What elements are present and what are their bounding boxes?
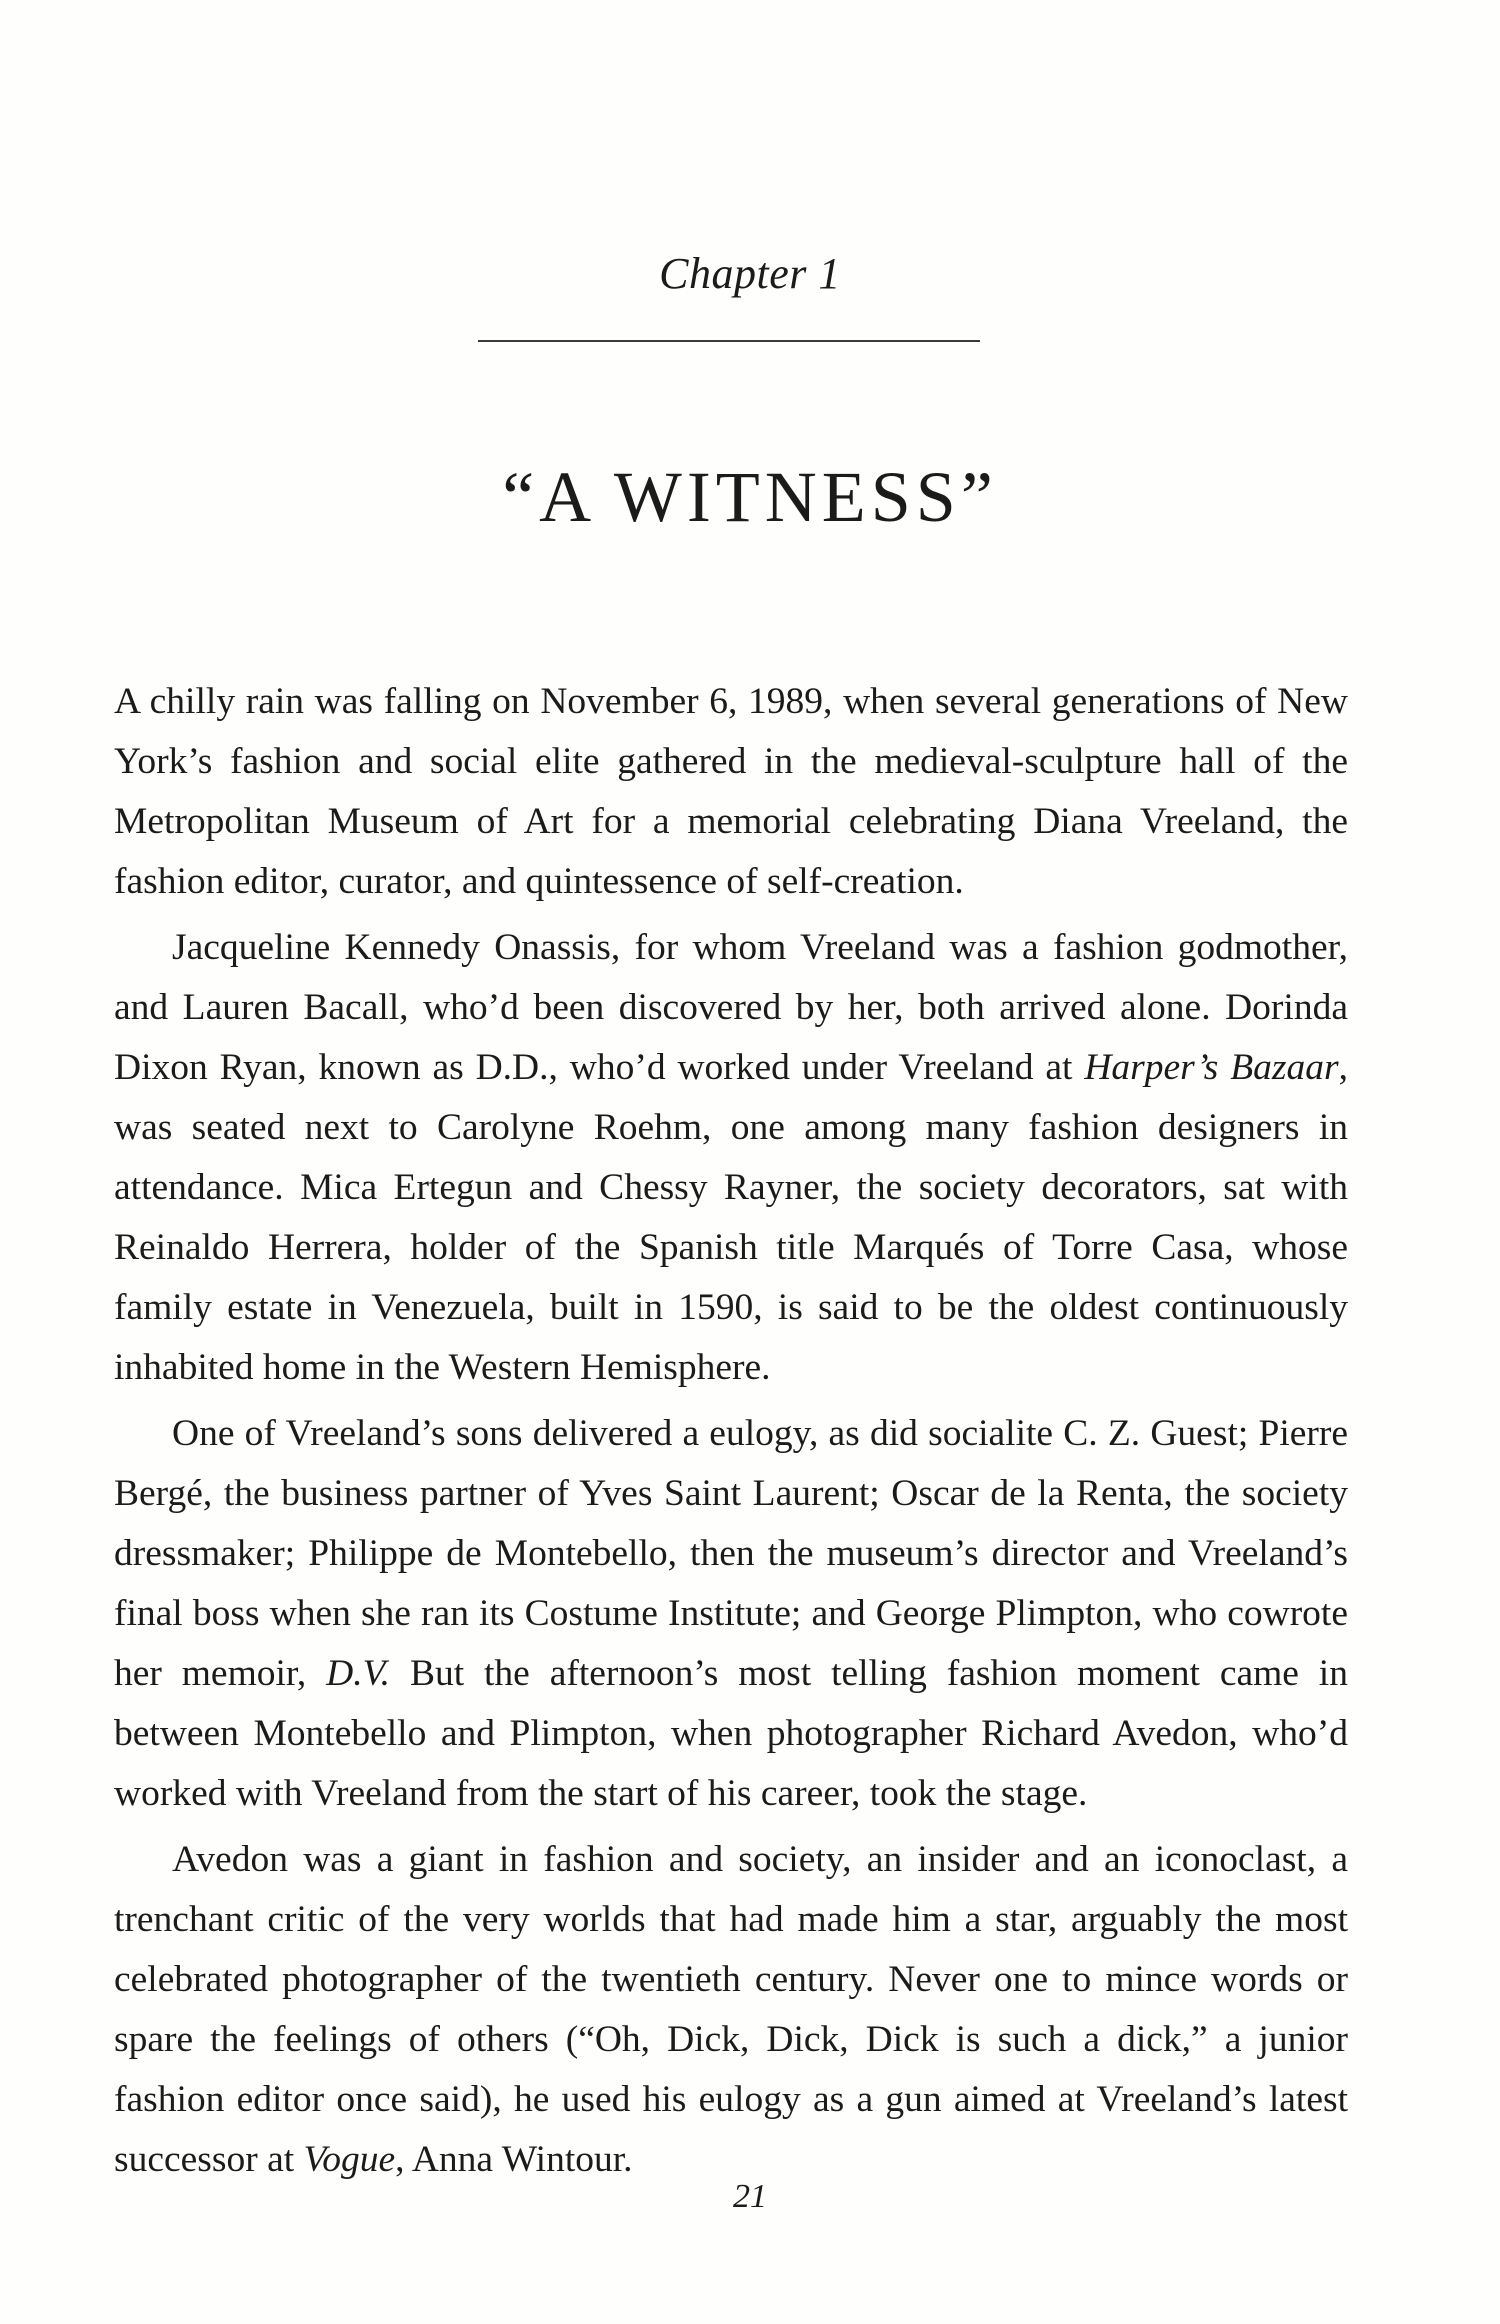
publication-title: Vogue <box>303 2139 396 2180</box>
paragraph <box>114 1830 1348 2190</box>
paragraph-text: But the afternoon’s most telling fashion moment came in between Montebello and Plimpton, when photographer Richard Avedon, who’d worked with Vreeland from the start of his career, took the stage. <box>114 1653 1348 1814</box>
book-title: D.V. <box>326 1653 391 1694</box>
chapter-body <box>114 672 1348 2196</box>
page-number: 21 <box>733 2178 767 2215</box>
paragraph-text: A chilly rain was falling on November 6, 1989, when several generations of New York’s fashion and social elite gathered in the medieval-sculpture hall of the Metropolitan Museum of Art for a memorial celebrating Diana Vreeland, the fashion editor, curator, and quintessence of self-creation. <box>114 681 1348 902</box>
paragraph-text: , Anna Wintour. <box>395 2139 633 2180</box>
paragraph <box>114 672 1348 912</box>
chapter-divider-rule <box>478 340 980 342</box>
chapter-label: Chapter 1 <box>659 249 841 298</box>
paragraph-text: Avedon was a giant in fashion and society, an insider and an iconoclast, a trenchant critic of the very worlds that had made him a star, arguably the most celebrated photographer of the twentieth century. Never one to mince words or spare the feelings of others (“Oh, Dick, Dick, Dick is such a dick,” a junior fashion editor once said), he used his eulogy as a gun aimed at Vreeland’s latest successor at <box>114 1839 1348 2180</box>
paragraph <box>114 918 1348 1398</box>
publication-title: Harper’s Bazaar <box>1084 1047 1339 1088</box>
paragraph <box>114 1404 1348 1824</box>
paragraph-text: Jacqueline Kennedy Onassis, for whom Vreeland was a fashion godmother, and Lauren Bacall, who’d been discovered by her, both arrived alone. Dorinda Dixon Ryan, known as D.D., who’d worked under Vreeland at <box>114 927 1348 1088</box>
paragraph-text: One of Vreeland’s sons delivered a eulogy, as did socialite C. Z. Guest; Pierre Bergé, the business partner of Yves Saint Laurent; Oscar de la Renta, the society dressmaker; Philippe de Montebello, then the museum’s director and Vreeland’s final boss when she ran its Costume Institute; and George Plimpton, who cowrote her memoir, <box>114 1413 1348 1694</box>
paragraph-text: , was seated next to Carolyne Roehm, one among many fashion designers in attendance. Mica Ertegun and Chessy Rayner, the society decorators, sat with Reinaldo Herrera, holder of the Spanish title Marqués of Torre Casa, whose family estate in Venezuela, built in 1590, is said to be the oldest continuously inhabited home in the Western Hemisphere. <box>114 1047 1348 1388</box>
chapter-title: “A WITNESS” <box>502 457 998 538</box>
